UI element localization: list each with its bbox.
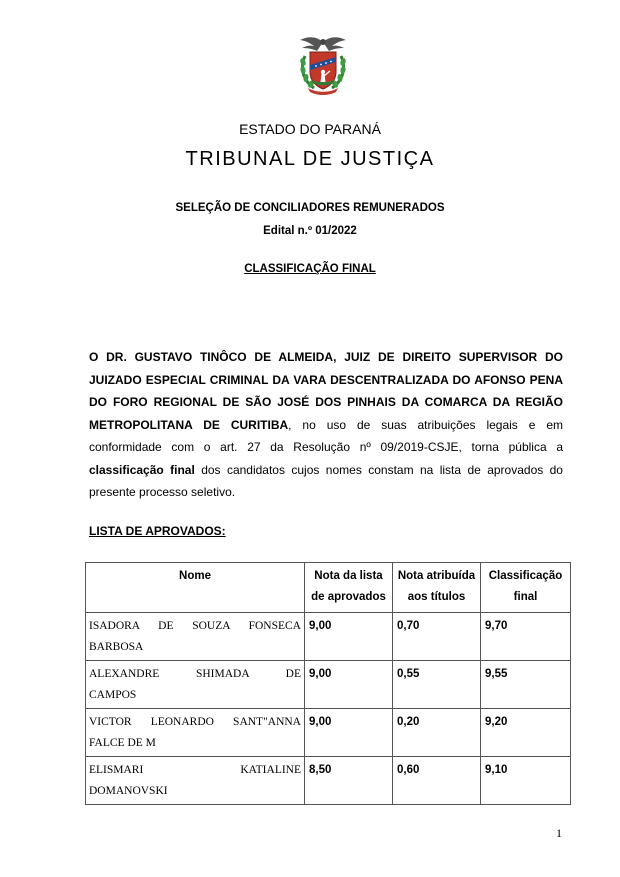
- header-title-score: Nota atribuída aos títulos: [393, 563, 481, 613]
- candidate-name: VICTOR LEONARDO SANT"ANNA FALCE DE M: [86, 709, 305, 757]
- candidate-name: ISADORA DE SOUZA FONSECA BARBOSA: [86, 613, 305, 661]
- final-score: 9,55: [481, 661, 571, 709]
- classification-title: CLASSIFICAÇÃO FINAL: [244, 263, 376, 275]
- table-header-row: [86, 563, 571, 613]
- candidate-name: ELISMARI KATIALINE DOMANOVSKI: [86, 757, 305, 805]
- list-heading: LISTA DE APROVADOS:: [89, 524, 226, 538]
- header-name: Nome: [86, 563, 305, 613]
- list-score: 9,00: [305, 709, 393, 757]
- intro-bold-part-2: classificação final: [89, 462, 195, 477]
- approved-candidates-table: [85, 562, 571, 805]
- state-name: ESTADO DO PARANÁ: [239, 121, 381, 137]
- title-score: 0,20: [393, 709, 481, 757]
- page-number: 1: [556, 826, 562, 840]
- intro-bold-part: O DR. GUSTAVO TINÔCO DE ALMEIDA, JUIZ DE DIREITO SUPERVISOR DO JUIZADO ESPECIAL CRIMINAL DA VARA DESCENTRALIZADA DO AFONSO PENA DO FORO REGIONAL DE SÃO JOSÉ DOS PINHAIS DA COMARCA DA REGIÃO METROPOLITANA DE CURITIBA: [89, 350, 563, 432]
- final-score: 9,10: [481, 757, 571, 805]
- list-score: 8,50: [305, 757, 393, 805]
- title-score: 0,70: [393, 613, 481, 661]
- edital-number: Edital n.º 01/2022: [263, 225, 357, 237]
- final-score: 9,20: [481, 709, 571, 757]
- header-list-score: Nota da lista de aprovados: [305, 563, 393, 613]
- table-row: [86, 709, 571, 757]
- parana-coat-of-arms-icon: [290, 30, 356, 96]
- title-score: 0,60: [393, 757, 481, 805]
- intro-text-part-1: , no uso de suas atribuições legais e em conformidade com o art. 27 da Resolução nº 09/2019-CSJE, torna pública a: [89, 417, 563, 454]
- court-name: TRIBUNAL DE JUSTIÇA: [185, 148, 435, 170]
- list-score: 9,00: [305, 613, 393, 661]
- list-score: 9,00: [305, 661, 393, 709]
- table-row: [86, 613, 571, 661]
- table-row: [86, 661, 571, 709]
- intro-text-part-2: dos candidatos cujos nomes constam na lista de aprovados do presente processo seletivo.: [89, 462, 563, 499]
- selection-title: SELEÇÃO DE CONCILIADORES REMUNERADOS: [175, 202, 445, 214]
- candidate-name: ALEXANDRE SHIMADA DE CAMPOS: [86, 661, 305, 709]
- table-row: [86, 757, 571, 805]
- intro-paragraph: [89, 346, 563, 504]
- final-score: 9,70: [481, 613, 571, 661]
- title-score: 0,55: [393, 661, 481, 709]
- header-final: Classificação final: [481, 563, 571, 613]
